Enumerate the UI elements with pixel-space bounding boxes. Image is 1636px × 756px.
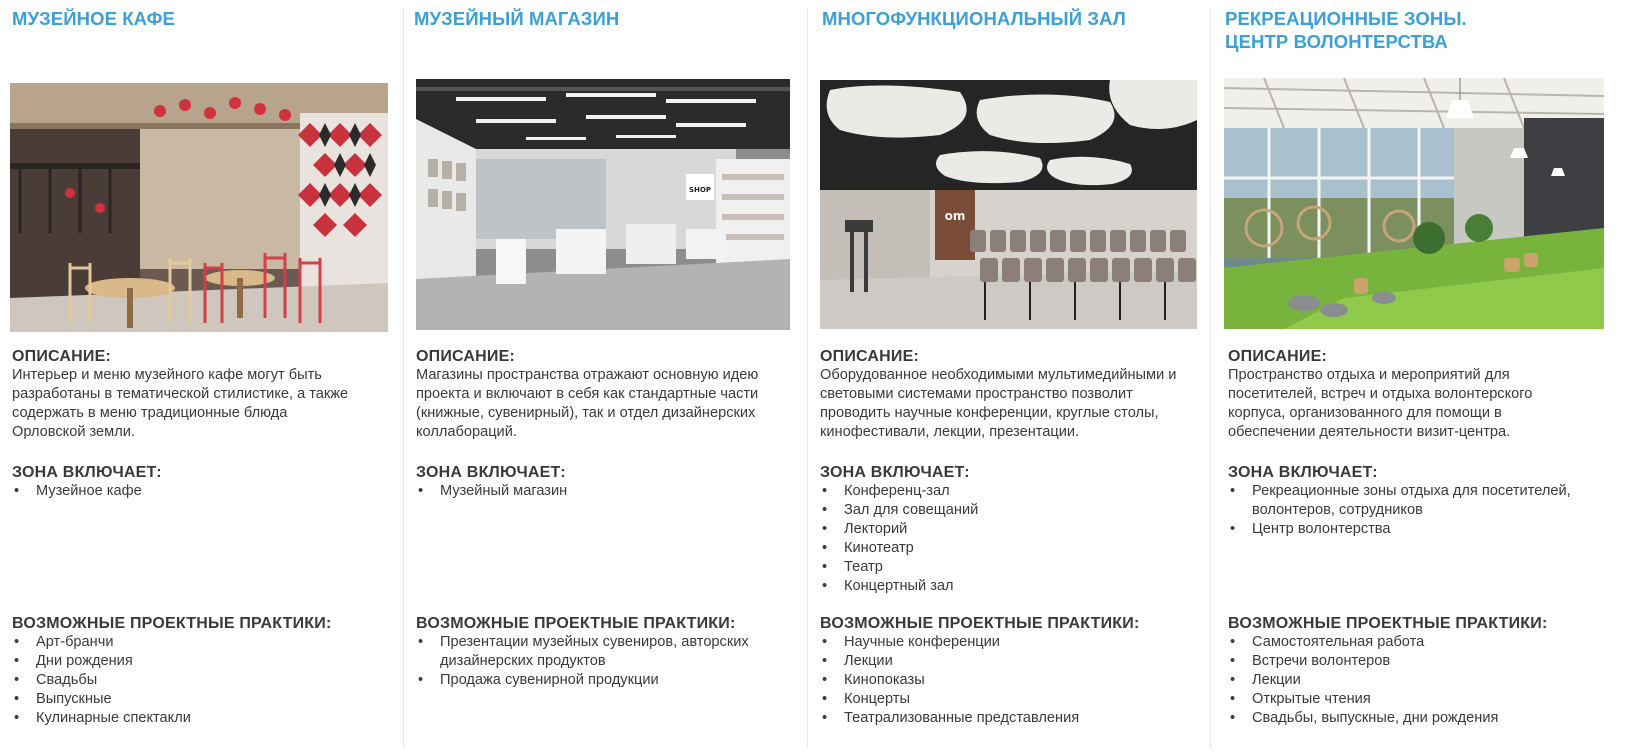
list-item: • Кинотеатр — [820, 539, 1190, 558]
list-item: • Лекции — [1228, 671, 1603, 690]
shop-includes-label: ЗОНА ВКЛЮЧАЕТ: — [416, 464, 566, 481]
recreation-title-line1: РЕКРЕАЦИОННЫЕ ЗОНЫ. — [1225, 8, 1467, 29]
list-item: • Выпускные — [12, 690, 382, 709]
recreation-column — [1211, 0, 1636, 756]
cafe-title: МУЗЕЙНОЕ КАФЕ — [12, 8, 175, 29]
recreation-includes-list — [1228, 482, 1603, 539]
shop-practices-list — [416, 633, 786, 690]
list-item: • Концертный зал — [820, 577, 1190, 596]
list-item: • Музейное кафе — [12, 482, 382, 501]
hall-includes-list — [820, 482, 1190, 596]
cafe-description: Интерьер и меню музейного кафе могут быть разработаны в тематической стилистике, а также содержать в меню традиционные блюда Орловской земли. — [12, 367, 349, 440]
hall-title: МНОГОФУНКЦИОНАЛЬНЫЙ ЗАЛ — [822, 8, 1126, 29]
recreation-practices-label: ВОЗМОЖНЫЕ ПРОЕКТНЫЕ ПРАКТИКИ: — [1228, 615, 1548, 632]
shop-description: Магазины пространства отражают основную идею проекта и включают в себя как стандартные части (книжные, сувенирный), так и отдел дизайнерских коллабораций. — [416, 367, 759, 440]
list-item: • Музейный магазин — [416, 482, 786, 501]
recreation-photo — [1224, 78, 1604, 329]
shop-photo — [416, 79, 790, 330]
hall-practices-label: ВОЗМОЖНЫЕ ПРОЕКТНЫЕ ПРАКТИКИ: — [820, 615, 1140, 632]
recreation-description: Пространство отдыха и мероприятий для посетителей, встреч и отдыха волонтерского корпуса, организованного для помощи в обеспечении деятельности визит-центра. — [1228, 367, 1533, 440]
shop-column — [404, 0, 806, 756]
list-item: • Театр — [820, 558, 1190, 577]
list-item: • Рекреационные зоны отдыха для посетителей, волонтеров, сотрудников — [1228, 482, 1603, 520]
list-item: • Свадьбы — [12, 671, 382, 690]
list-item: • Лекторий — [820, 520, 1190, 539]
cafe-includes-label: ЗОНА ВКЛЮЧАЕТ: — [12, 464, 162, 481]
list-item: • Зал для совещаний — [820, 501, 1190, 520]
list-item: • Арт-бранчи — [12, 633, 382, 652]
list-item: • Открытые чтения — [1228, 690, 1603, 709]
hall-column — [808, 0, 1209, 756]
list-item: • Кинопоказы — [820, 671, 1190, 690]
list-item: • Продажа сувенирной продукции — [416, 671, 786, 690]
cafe-includes-list — [12, 482, 382, 501]
list-item: • Кулинарные спектакли — [12, 709, 382, 728]
hall-photo — [820, 80, 1197, 329]
hall-description-label: ОПИСАНИЕ: — [820, 348, 920, 365]
list-item: • Свадьбы, выпускные, дни рождения — [1228, 709, 1603, 728]
shop-title: МУЗЕЙНЫЙ МАГАЗИН — [414, 8, 620, 29]
hall-practices-list — [820, 633, 1190, 728]
list-item: • Театрализованные представления — [820, 709, 1190, 728]
hall-sign-text: om — [944, 209, 966, 223]
list-item: • Научные конференции — [820, 633, 1190, 652]
shop-sign-text: SHOP — [689, 186, 711, 194]
list-item: • Концерты — [820, 690, 1190, 709]
recreation-description-label: ОПИСАНИЕ: — [1228, 348, 1328, 365]
list-item: • Презентации музейных сувениров, авторских дизайнерских продуктов — [416, 633, 786, 671]
list-item: • Конференц-зал — [820, 482, 1190, 501]
list-item: • Встречи волонтеров — [1228, 652, 1603, 671]
shop-description-label: ОПИСАНИЕ: — [416, 348, 516, 365]
list-item: • Дни рождения — [12, 652, 382, 671]
list-item: • Самостоятельная работа — [1228, 633, 1603, 652]
hall-includes-label: ЗОНА ВКЛЮЧАЕТ: — [820, 464, 970, 481]
recreation-title-line2: ЦЕНТР ВОЛОНТЕРСТВА — [1225, 31, 1448, 52]
recreation-includes-label: ЗОНА ВКЛЮЧАЕТ: — [1228, 464, 1378, 481]
cafe-description-label: ОПИСАНИЕ: — [12, 348, 112, 365]
cafe-practices-list — [12, 633, 382, 728]
list-item: • Центр волонтерства — [1228, 520, 1603, 539]
recreation-title — [1225, 7, 1467, 53]
shop-includes-list — [416, 482, 786, 501]
cafe-photo — [10, 83, 388, 332]
list-item: • Лекции — [820, 652, 1190, 671]
shop-practices-label: ВОЗМОЖНЫЕ ПРОЕКТНЫЕ ПРАКТИКИ: — [416, 615, 736, 632]
recreation-practices-list — [1228, 633, 1603, 728]
hall-description: Оборудованное необходимыми мультимедийными и световыми системами пространство позволит проводить научные конференции, круглые столы, кинофестивали, лекции, презентации. — [820, 367, 1177, 440]
cafe-practices-label: ВОЗМОЖНЫЕ ПРОЕКТНЫЕ ПРАКТИКИ: — [12, 615, 332, 632]
cafe-column — [0, 0, 400, 756]
